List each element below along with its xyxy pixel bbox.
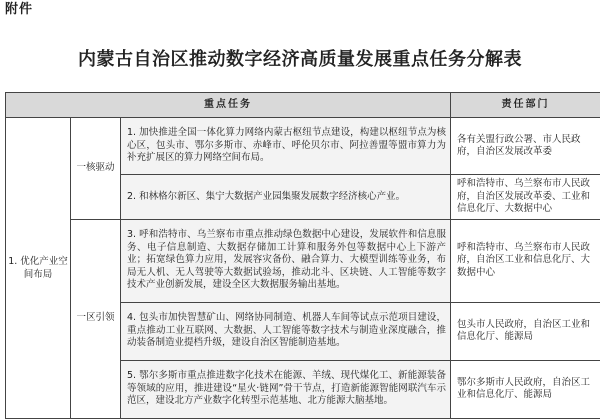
category-cell: 1. 优化产业空间布局 [6, 118, 71, 419]
task-cell: 1. 加快推进全国一体化算力网络内蒙古枢纽节点建设，构建以枢纽节点为核心区，包头市、鄂尔多斯市、赤峰市、呼伦贝尔市、阿拉善盟等盟市算力为补充扩展区的算力网络空间布局。 [121, 118, 451, 175]
attachment-label: 附件 [5, 2, 33, 18]
table-header-row [6, 93, 600, 118]
subcategory-cell-core: 一核驱动 [71, 118, 121, 220]
task-cell: 2. 和林格尔新区、集宁大数据产业园集聚发展数字经济核心产业。 [121, 175, 451, 220]
task-cell: 3. 呼和浩特市、乌兰察布市重点推动绿色数据中心建设，发展软件和信息服务、电子信息制造、大数据存储加工计算和服务外包等数据中心上下游产业；拓宽绿色算力应用，发展容灾备份、融合算力、大模型训练等业务，布局无人机、无人驾驶等大数据试验场，推动北斗、区块链、人工智能等数字技术产业创新发展，建设全区大数据服务输出基地。 [121, 219, 451, 302]
responsible-cell: 包头市人民政府，自治区工业和信息化厅、能源局 [451, 302, 600, 360]
task-table [5, 92, 600, 419]
table-row [6, 118, 600, 175]
responsible-cell: 呼和浩特市、乌兰察布市人民政府，自治区工业和信息化厅、大数据中心 [451, 219, 600, 302]
task-cell: 5. 鄂尔多斯市重点推进数字化技术在能源、羊绒、现代煤化工、新能源装备等领域的应用，推进建设“星火·链网”骨干节点，打造新能源智能网联汽车示范区，建设北方产业数字化转型示范基地、北方能源大脑基地。 [121, 360, 451, 418]
table-row [6, 219, 600, 302]
column-header-tasks: 重点任务 [6, 93, 451, 118]
task-cell: 4. 包头市加快智慧矿山、网络协同制造、机器人车间等试点示范项目建设，重点推动工业互联网、大数据、人工智能等数字技术与制造业深度融合，推动装备制造业提档升级，建设自治区智能制造基地。 [121, 302, 451, 360]
responsible-cell: 鄂尔多斯市人民政府，自治区工业和信息化厅、能源局 [451, 360, 600, 418]
column-header-responsible: 责任部门 [451, 93, 600, 118]
responsible-cell: 各有关盟行政公署、市人民政府，自治区发展改革委 [451, 118, 600, 175]
page-title: 内蒙古自治区推动数字经济高质量发展重点任务分解表 [0, 48, 600, 72]
subcategory-cell-lead: 一区引领 [71, 219, 121, 418]
responsible-cell: 呼和浩特市、乌兰察布市人民政府，自治区发展改革委、工业和信息化厅、大数据中心 [451, 175, 600, 220]
